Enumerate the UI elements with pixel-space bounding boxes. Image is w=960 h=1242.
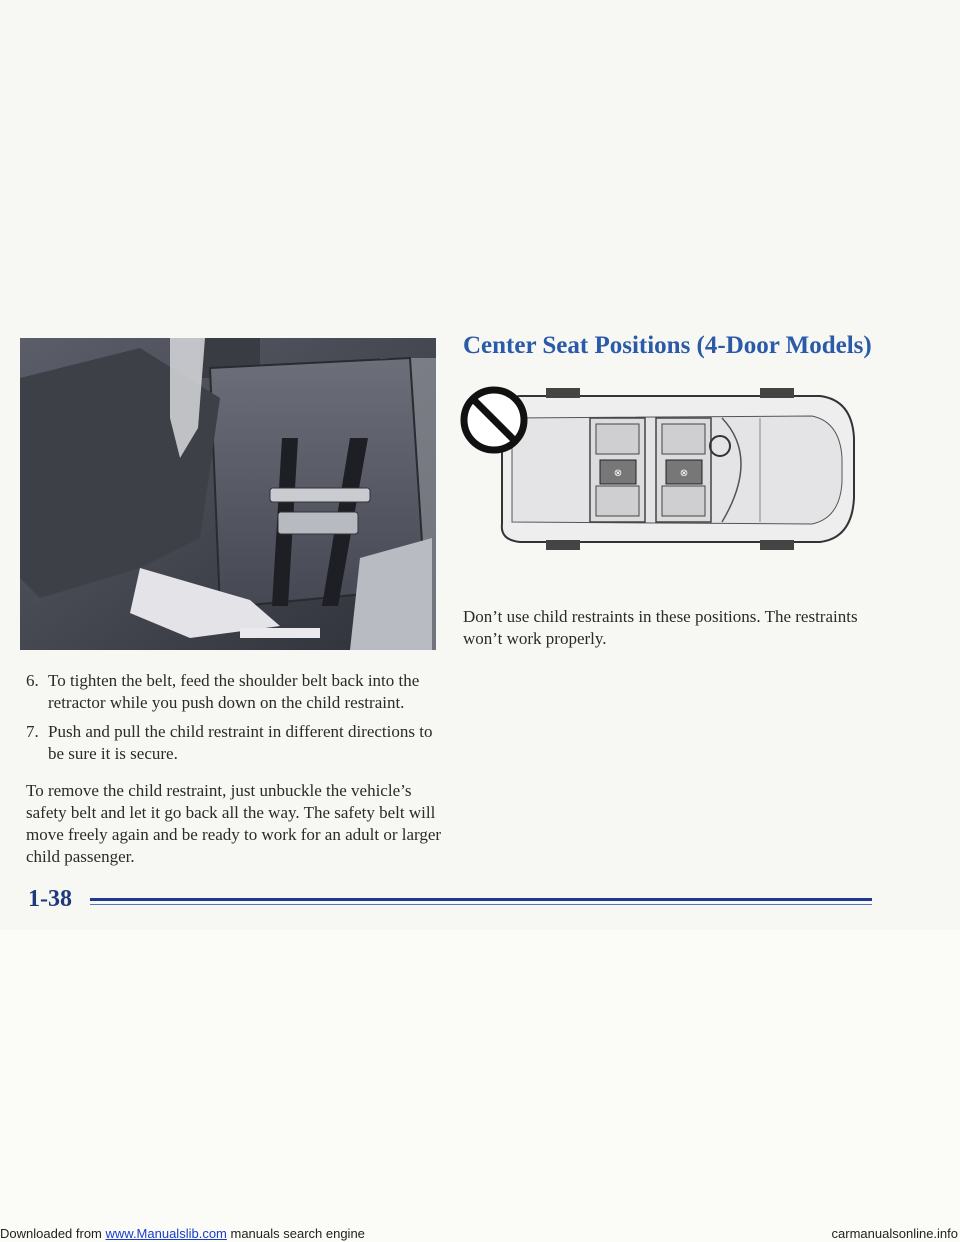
step-7 (26, 721, 446, 765)
step-6 (26, 670, 446, 714)
diagram-caption: Don’t use child restraints in these positions. The restraints won’t work properly. (463, 607, 858, 648)
remove-restraint-paragraph: To remove the child restraint, just unbuckle the vehicle’s safety belt and let it go back all the way. The safety belt will move freely again and be ready to work for an adult or larger child passenger. (26, 781, 442, 866)
download-watermark (0, 1226, 365, 1241)
section-title: Center Seat Positions (4-Door Models) (463, 332, 872, 359)
svg-text:⊗: ⊗ (613, 468, 623, 479)
center-seat-diagram (460, 378, 860, 556)
page-number: 1-38 (28, 886, 72, 912)
step-number: 6. (26, 671, 39, 690)
manualslib-link[interactable]: www.Manualslib.com (105, 1226, 227, 1241)
step-number: 7. (26, 722, 39, 741)
site-watermark: carmanualsonline.info (831, 1226, 958, 1241)
svg-text:⊗: ⊗ (679, 468, 689, 479)
footer-rule-thin (90, 904, 872, 905)
instruction-steps (26, 670, 446, 772)
footer-rule (90, 898, 872, 901)
watermark-prefix: Downloaded from (0, 1226, 106, 1241)
watermark-suffix: manuals search engine (226, 1226, 365, 1241)
child-restraint-photo (20, 338, 436, 650)
step-text: To tighten the belt, feed the shoulder belt back into the retractor while you push down on the child restraint. (48, 671, 420, 712)
step-text: Push and pull the child restraint in different directions to be sure it is secure. (48, 722, 433, 763)
